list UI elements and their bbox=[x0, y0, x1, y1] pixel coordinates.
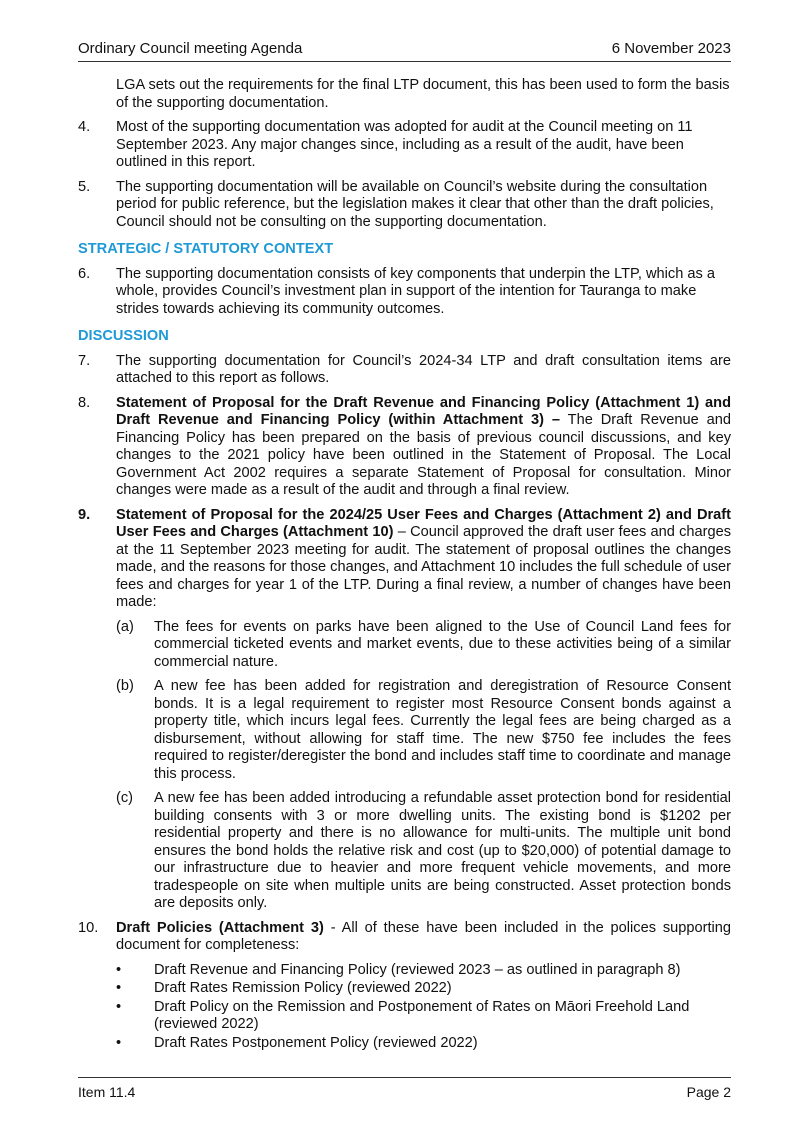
paragraph-text: The Draft Revenue and Financing Policy has been prepared on the basis of previous council discussions, and key changes to the 2021 policy have been outlined in the Statement of Proposal. The Local Government Act 2002 requires a separate Statement of Proposal for consultation. Minor changes were made as a result of the audit and through a final review. bbox=[116, 412, 731, 498]
paragraph-text: Most of the supporting documentation was adopted for audit at the Council meeting on 11 September 2023. Any major changes since, including as a result of the audit, have been outlined in this report. bbox=[116, 119, 693, 170]
paragraph-bold-lead: Draft Policies (Attachment 3) bbox=[116, 919, 324, 936]
paragraph-bold-lead: Statement of Proposal for the Draft Revenue and Financing Policy (Attachment 1) and Draft Revenue and Financing Policy (within Attachment 3) – bbox=[116, 394, 731, 428]
policy-list bbox=[116, 962, 731, 1053]
subparagraph-text: The fees for events on parks have been aligned to the Use of Council Land fees for commercial ticketed events and market events, due to these activities being of a similar commercial nature. bbox=[154, 618, 731, 670]
paragraph-text: The supporting documentation will be available on Council’s website during the consultation period for public reference, but the legislation makes it clear that other than the draft policies, Council should not be consulting on the supporting documentation. bbox=[116, 178, 714, 230]
continued-paragraph: LGA sets out the requirements for the final LTP document, this has been used to form the basis of the supporting documentation. bbox=[116, 77, 730, 111]
paragraph-text: The supporting documentation for Council’s 2024-34 LTP and draft consultation items are attached to this report as follows. bbox=[116, 352, 731, 386]
section-heading-strategic: STRATEGIC / STATUTORY CONTEXT bbox=[78, 241, 334, 257]
paragraph-number: 10. bbox=[78, 919, 99, 936]
header-rule bbox=[78, 61, 731, 62]
bullet-icon: • bbox=[116, 980, 122, 996]
paragraph-text: - All of these have been included in the polices supporting document for completeness: bbox=[116, 919, 731, 953]
bullet-icon: • bbox=[116, 961, 122, 978]
footer-rule bbox=[78, 1077, 731, 1078]
header-title: Ordinary Council meeting Agenda bbox=[78, 40, 303, 57]
list-item: • Draft Rates Postponement Policy (reviewed 2022) bbox=[116, 1034, 478, 1051]
paragraph-text: The supporting documentation consists of key components that underpin the LTP, which as a whole, provides Council’s investment plan in support of the intention for Tauranga to make strides towards achieving its community outcomes. bbox=[116, 265, 715, 317]
paragraph-5 bbox=[78, 179, 731, 232]
paragraph-number: 8. bbox=[78, 394, 91, 411]
header-date: 6 November 2023 bbox=[611, 40, 731, 57]
paragraph-10 bbox=[78, 920, 731, 955]
list-item: • Draft Policy on the Remission and Postponement of Rates on Māori Freehold Land (reviewed 2022) bbox=[116, 998, 690, 1032]
section-heading-discussion: DISCUSSION bbox=[78, 328, 169, 344]
paragraph-4 bbox=[78, 119, 731, 172]
paragraph-8 bbox=[78, 395, 731, 500]
subparagraph-c bbox=[116, 790, 731, 913]
subparagraph-a bbox=[116, 619, 731, 672]
paragraph-bold-lead: Statement of Proposal for the 2024/25 User Fees and Charges (Attachment 2) and Draft User Fees and Charges (Attachment 10) bbox=[116, 506, 731, 540]
paragraph-number: 6. bbox=[78, 265, 91, 282]
document-body bbox=[78, 77, 731, 1053]
subparagraph-label: (b) bbox=[116, 678, 134, 694]
paragraph-number: 4. bbox=[78, 119, 91, 135]
bullet-icon: • bbox=[116, 1034, 122, 1051]
paragraph-9 bbox=[78, 507, 731, 612]
subparagraph-text: A new fee has been added introducing a refundable asset protection bond for residential building consents with 3 or more dwelling units. The existing bond is $1202 per residential property and there is no allowance for multi-units. The multiple unit bond ensures the bond holds the relative risk and cost (up to $20,000) of potential damage to our infrastructure due to heavier and more frequent vehicle movements, and more tradespeople on site when multiple units are being constructed. Asset protection bonds are deposits only. bbox=[154, 790, 731, 911]
list-item: • Draft Revenue and Financing Policy (reviewed 2023 – as outlined in paragraph 8) bbox=[116, 961, 681, 978]
paragraph-number: 9. bbox=[78, 506, 91, 523]
paragraph-6 bbox=[78, 266, 731, 319]
list-item: • Draft Rates Remission Policy (reviewed 2022) bbox=[116, 980, 452, 996]
footer-page-number: Page 2 bbox=[686, 1084, 731, 1100]
subparagraph-text: A new fee has been added for registration and deregistration of Resource Consent bonds. It is a legal requirement to register most Resource Consent bonds against a property title, which incurs legal fees. Currently the legal fees are being charged as a disbursement, without allowing for staff time. The new $750 fee includes the fees required to register/deregister the bond and includes staff time to coordinate and manage this process. bbox=[154, 678, 731, 782]
subparagraph-b bbox=[116, 678, 731, 783]
subparagraph-label: (c) bbox=[116, 790, 134, 806]
paragraph-number: 7. bbox=[78, 352, 91, 369]
page-header bbox=[78, 40, 731, 58]
paragraph-text: – Council approved the draft user fees and charges at the 11 September 2023 meeting for audit. The statement of proposal outlines the changes made, and the reasons for those changes, and Attachment 10 includes the full schedule of user fees and charges for year 1 of the LTP. During a final review, a number of changes have been made: bbox=[116, 524, 731, 610]
subparagraph-label: (a) bbox=[116, 618, 134, 635]
paragraph-7 bbox=[78, 353, 731, 388]
footer-item: Item 11.4 bbox=[78, 1084, 136, 1100]
paragraph-number: 5. bbox=[78, 178, 91, 195]
bullet-icon: • bbox=[116, 998, 122, 1015]
page-footer bbox=[78, 1083, 731, 1101]
